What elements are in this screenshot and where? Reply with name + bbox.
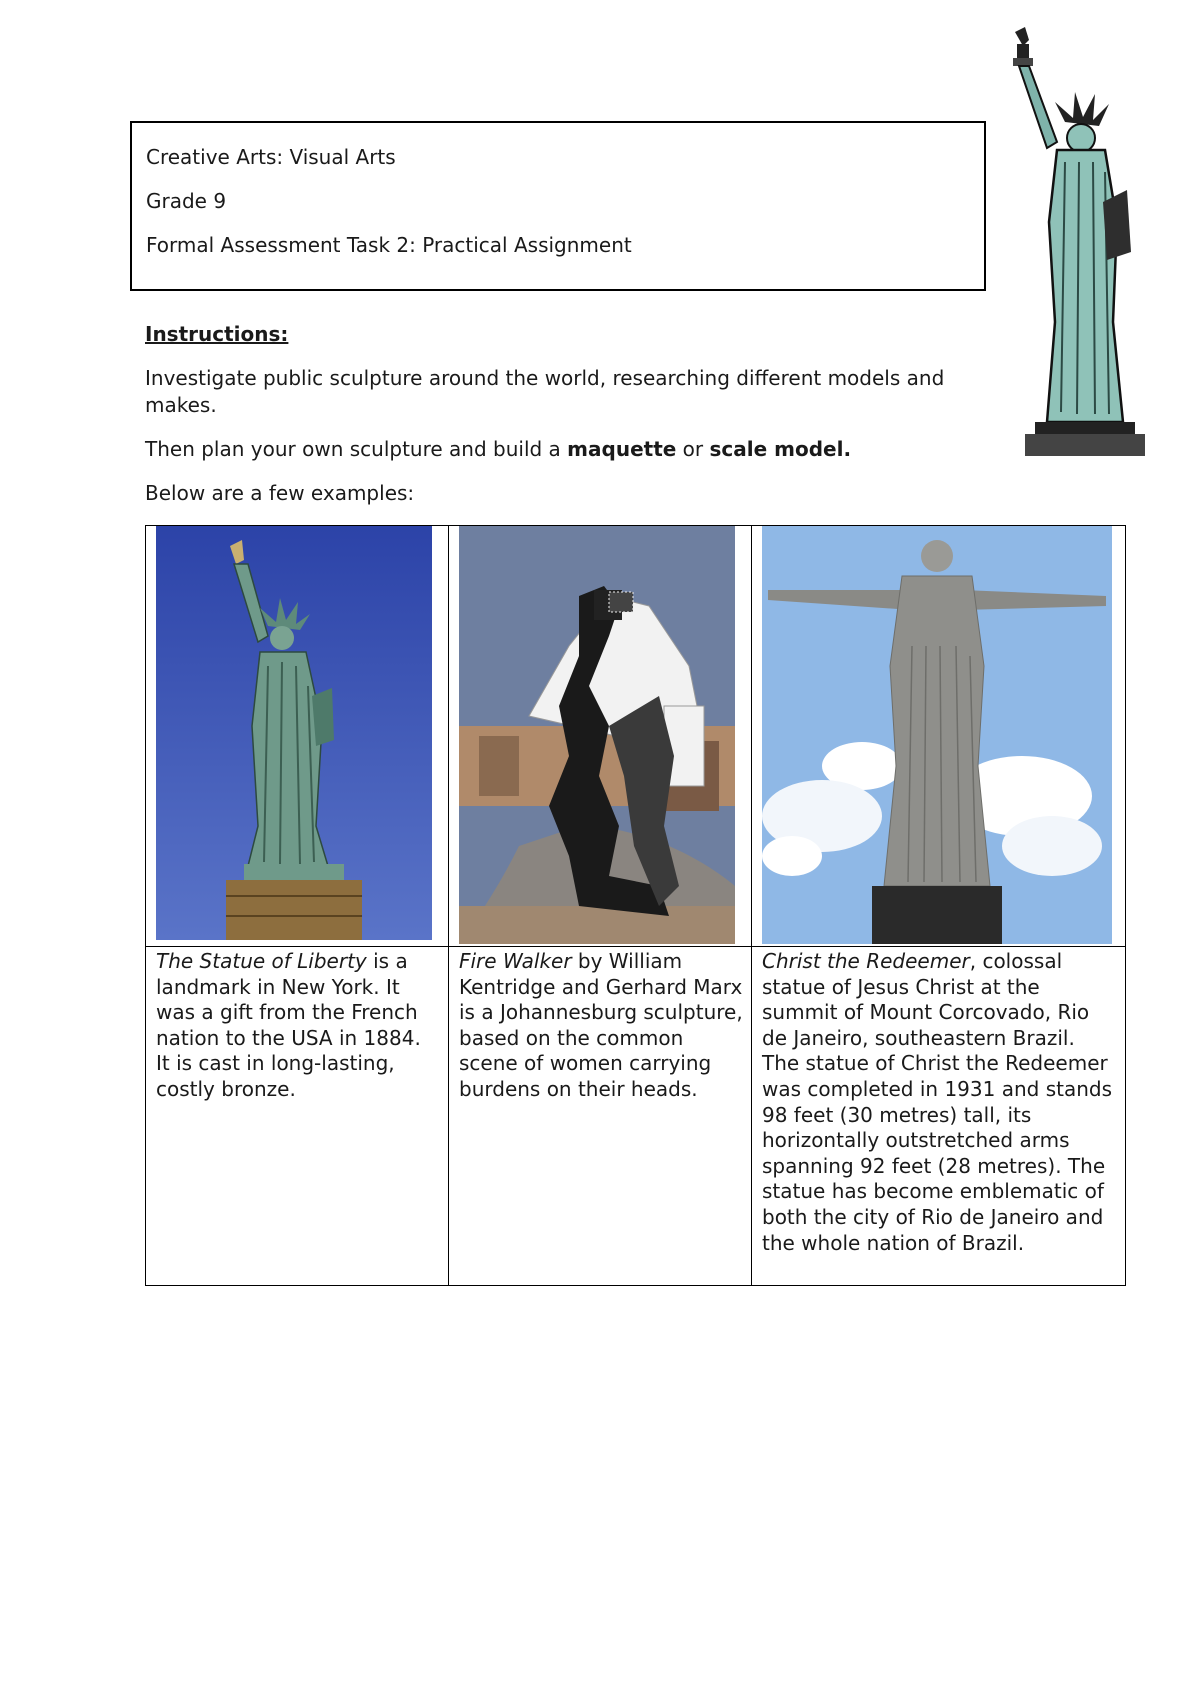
examples-table bbox=[145, 525, 1126, 1286]
p2-text-start: Then plan your own sculpture and build a bbox=[145, 437, 568, 461]
caption-redeemer-text: , colossal statue of Jesus Christ at the summit of Mount Corcovado, Rio de Janeiro, southeastern Brazil. The statue of Christ the Redeemer was completed in 1931 and stands 98 feet (30 metres) tall, its horizontally outstretched arms spanning 92 feet (28 metres). The statue has become emblematic of both the city of Rio de Janeiro and the whole nation of Brazil. bbox=[762, 949, 1112, 1255]
caption-redeemer bbox=[752, 947, 1126, 1286]
scale-model-keyword: scale model. bbox=[709, 437, 852, 461]
grade-label: Grade 9 bbox=[146, 189, 227, 213]
maquette-keyword: maquette bbox=[567, 437, 677, 461]
image-cell-fire-walker bbox=[449, 526, 752, 947]
caption-liberty-title: The Statue of Liberty bbox=[156, 949, 367, 973]
caption-fire-walker-text: by William Kentridge and Gerhard Marx is a Johannesburg sculpture, based on the common scene of women carrying burdens on their heads. bbox=[459, 949, 743, 1101]
caption-fire-walker-title: Fire Walker bbox=[459, 949, 572, 973]
instructions-paragraph-2 bbox=[145, 436, 965, 463]
caption-fire-walker bbox=[449, 947, 752, 1286]
captions-row bbox=[146, 947, 1126, 1286]
images-row bbox=[146, 526, 1126, 947]
instructions-paragraph-1: Investigate public sculpture around the world, researching different models and makes. bbox=[145, 366, 945, 417]
caption-redeemer-title: Christ the Redeemer bbox=[762, 949, 970, 973]
fire-walker-sculpture-photo-icon bbox=[459, 526, 755, 944]
instructions-heading: Instructions: bbox=[145, 322, 289, 346]
subject-title: Creative Arts: Visual Arts bbox=[146, 145, 396, 169]
instructions-section bbox=[145, 321, 965, 524]
image-cell-liberty bbox=[146, 526, 449, 947]
p2-text-mid: or bbox=[676, 437, 710, 461]
instructions-paragraph-3: Below are a few examples: bbox=[145, 481, 415, 505]
christ-the-redeemer-photo-icon bbox=[762, 526, 1132, 944]
caption-liberty bbox=[146, 947, 449, 1286]
caption-liberty-text: is a landmark in New York. It was a gift from the French nation to the USA in 1884. It is cast in long-lasting, costly bronze. bbox=[156, 949, 421, 1101]
statue-of-liberty-drawing-icon bbox=[995, 22, 1165, 464]
task-title: Formal Assessment Task 2: Practical Assignment bbox=[146, 233, 632, 257]
image-cell-redeemer bbox=[752, 526, 1126, 947]
header-box bbox=[130, 121, 986, 291]
statue-of-liberty-photo-icon bbox=[156, 526, 446, 944]
